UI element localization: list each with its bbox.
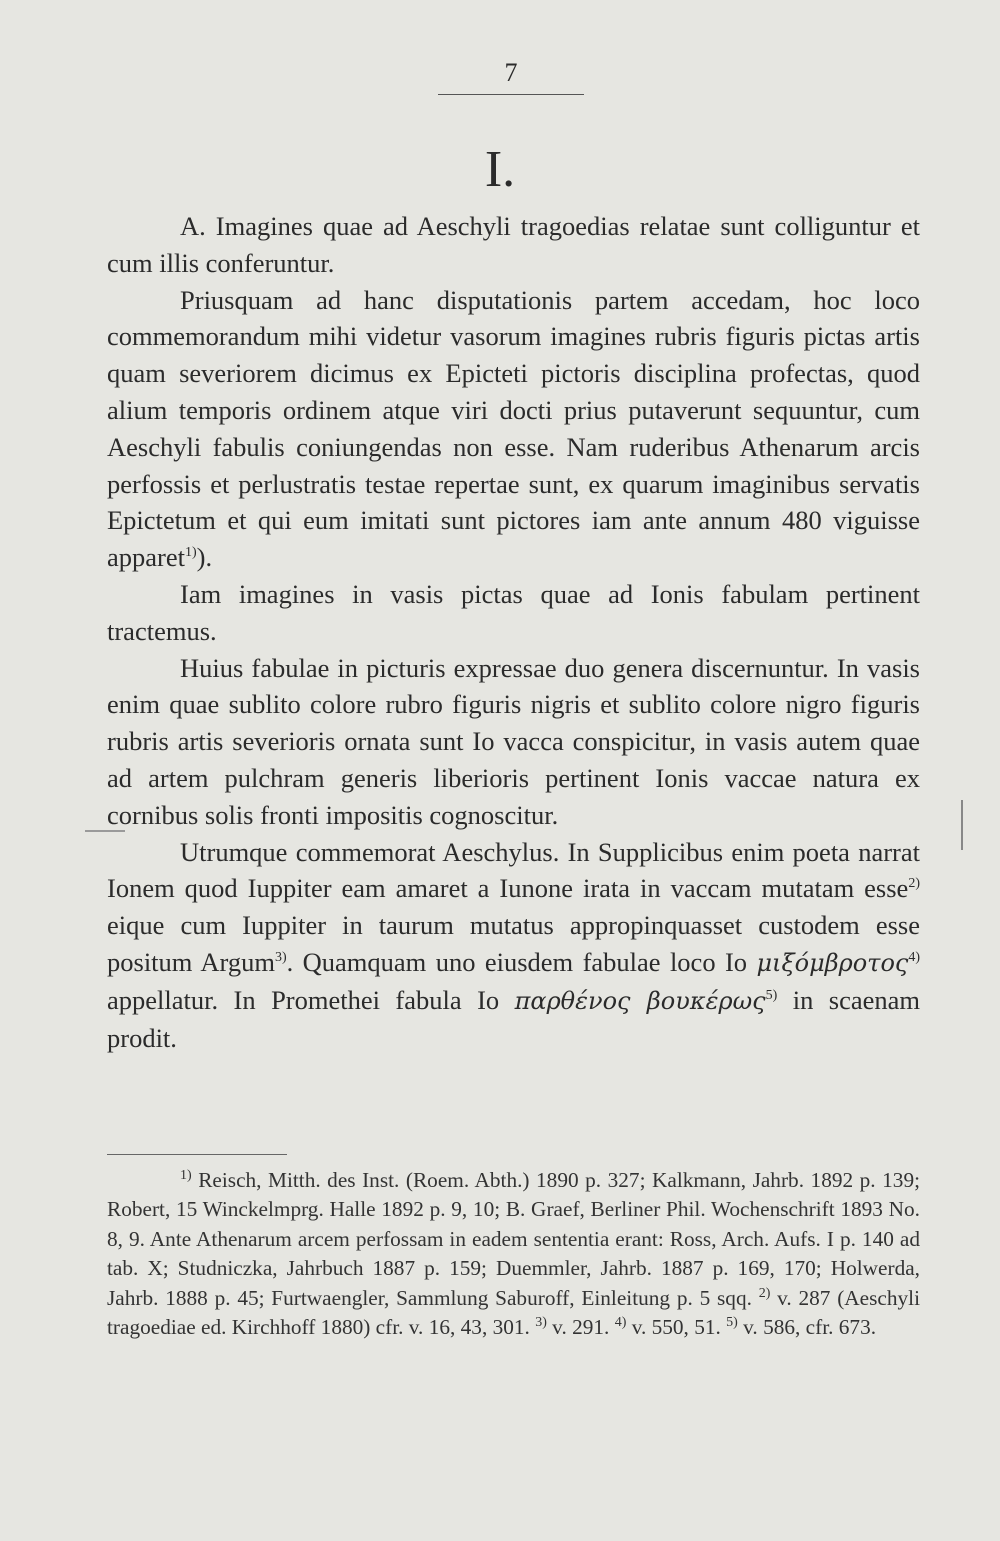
page-number: 7 bbox=[504, 58, 518, 87]
para5-c: . Quamquam uno eiusdem fabulae loco Io bbox=[286, 946, 757, 977]
footnote-marker-1: 1) bbox=[184, 545, 197, 561]
footnote-label-2: 2) bbox=[758, 1285, 771, 1301]
body-text bbox=[107, 208, 920, 1056]
footnote-4-text: v. 550, 51. bbox=[626, 1315, 721, 1340]
para5-b: eique cum Iuppiter in taurum mutatus appropinquasset custodem esse positum Argum bbox=[107, 910, 920, 977]
footnote-marker-2: 2) bbox=[908, 876, 920, 892]
greek-term-2: παρθένος βουκέρως bbox=[514, 986, 766, 1015]
margin-mark bbox=[961, 800, 963, 850]
footnote-label-4: 4) bbox=[614, 1314, 627, 1330]
paragraph-priusquam bbox=[107, 282, 920, 576]
paragraph-utrumque bbox=[107, 834, 920, 1057]
para5-d: appellatur. In Promethei fabula Io bbox=[107, 984, 515, 1015]
footnote-5-text: v. 586, cfr. 673. bbox=[737, 1315, 877, 1340]
greek-term-1: μιξόμβροτος bbox=[756, 948, 909, 977]
footnote-1-text: Reisch, Mitth. des Inst. (Roem. Abth.) 1890 p. 327; Kalkmann, Jahrb. 1892 p. 139; Robert, 15 Winckelmprg. Halle 1892 p. 9, 10; B. Graef, Berliner Phil. Wochenschrift 1893 No. 8, 9. Ante Athenarum arcem perfossam in eadem sententia erant: Ross, Arch. Aufs. I p. 140 ad tab. X; Studniczka, Jahrbuch 1887 p. 159; Duemmler, Jahrb. 1887 p. 169, 170; Holwerda, Jahrb. 1888 p. 45; Furtwaengler, Sammlung Saburoff, Einleitung p. 5 sqq. bbox=[107, 1168, 921, 1310]
footnotes bbox=[107, 1166, 920, 1342]
footnote-block bbox=[107, 1166, 920, 1342]
paragraph-huius: Huius fabulae in picturis expressae duo genera discernuntur. In vasis enim quae sublito colore rubro figuris nigris et sublito colore nigro figuris rubris artis severioris ornata sunt Io vacca conspicitur, in vasis autem quae ad artem pulchram generis liberioris pertinent Ionis vaccae natura ex cornibus solis fronti impositis cognoscitur. bbox=[107, 652, 920, 830]
footnote-marker-5: 5) bbox=[765, 987, 778, 1003]
para5-a: Utrumque commemorat Aeschylus. In Supplicibus enim poeta narrat Ionem quod Iuppiter eam amaret a Iunone irata in vaccam mutatam esse bbox=[107, 836, 920, 904]
para5-e: in scaenam prodit. bbox=[107, 984, 920, 1053]
paragraph-section-a: A. Imagines quae ad Aeschyli tragoedias relatae sunt colliguntur et cum illis conferuntur. bbox=[107, 211, 920, 278]
footnote-label-3: 3) bbox=[535, 1314, 547, 1330]
footnote-marker-4: 4) bbox=[908, 950, 920, 966]
paragraph-iam: Iam imagines in vasis pictas quae ad Ionis fabulam pertinent tractemus. bbox=[107, 578, 920, 646]
footnote-rule bbox=[107, 1154, 287, 1155]
print-smudge bbox=[85, 830, 125, 832]
footnote-2-text: v. 287 (Aeschyli tragoediae ed. Kirchhoff 1880) cfr. v. 16, 43, 301. bbox=[107, 1285, 921, 1340]
footnote-3-text: v. 291. bbox=[546, 1315, 610, 1340]
footnote-marker-3: 3) bbox=[274, 950, 287, 966]
footnote-label-5: 5) bbox=[726, 1314, 738, 1330]
footnote-label-1: 1) bbox=[180, 1167, 192, 1183]
paragraph-priusquam-end: ). bbox=[196, 542, 213, 573]
paragraph-priusquam-text: Priusquam ad hanc disputationis partem accedam, hoc loco commemorandum mihi videtur vasorum imagines rubris figuris pictas artis quam severiorem dicimus ex Epicteti pictoris disciplina profectas, quod alium temporis ordinem atque viri docti prius putaverunt sequuntur, cum Aeschyli fabulis coniungendas non esse. Nam ruderibus Athenarum arcis perfossis et perlustratis testae repertae sunt, ex quarum imaginibus servatis Epictetum et qui eum imitati sunt pictores iam ante annum 480 viguisse apparet bbox=[107, 284, 920, 573]
chapter-heading: I. bbox=[484, 141, 516, 198]
page-number-rule bbox=[438, 94, 584, 95]
